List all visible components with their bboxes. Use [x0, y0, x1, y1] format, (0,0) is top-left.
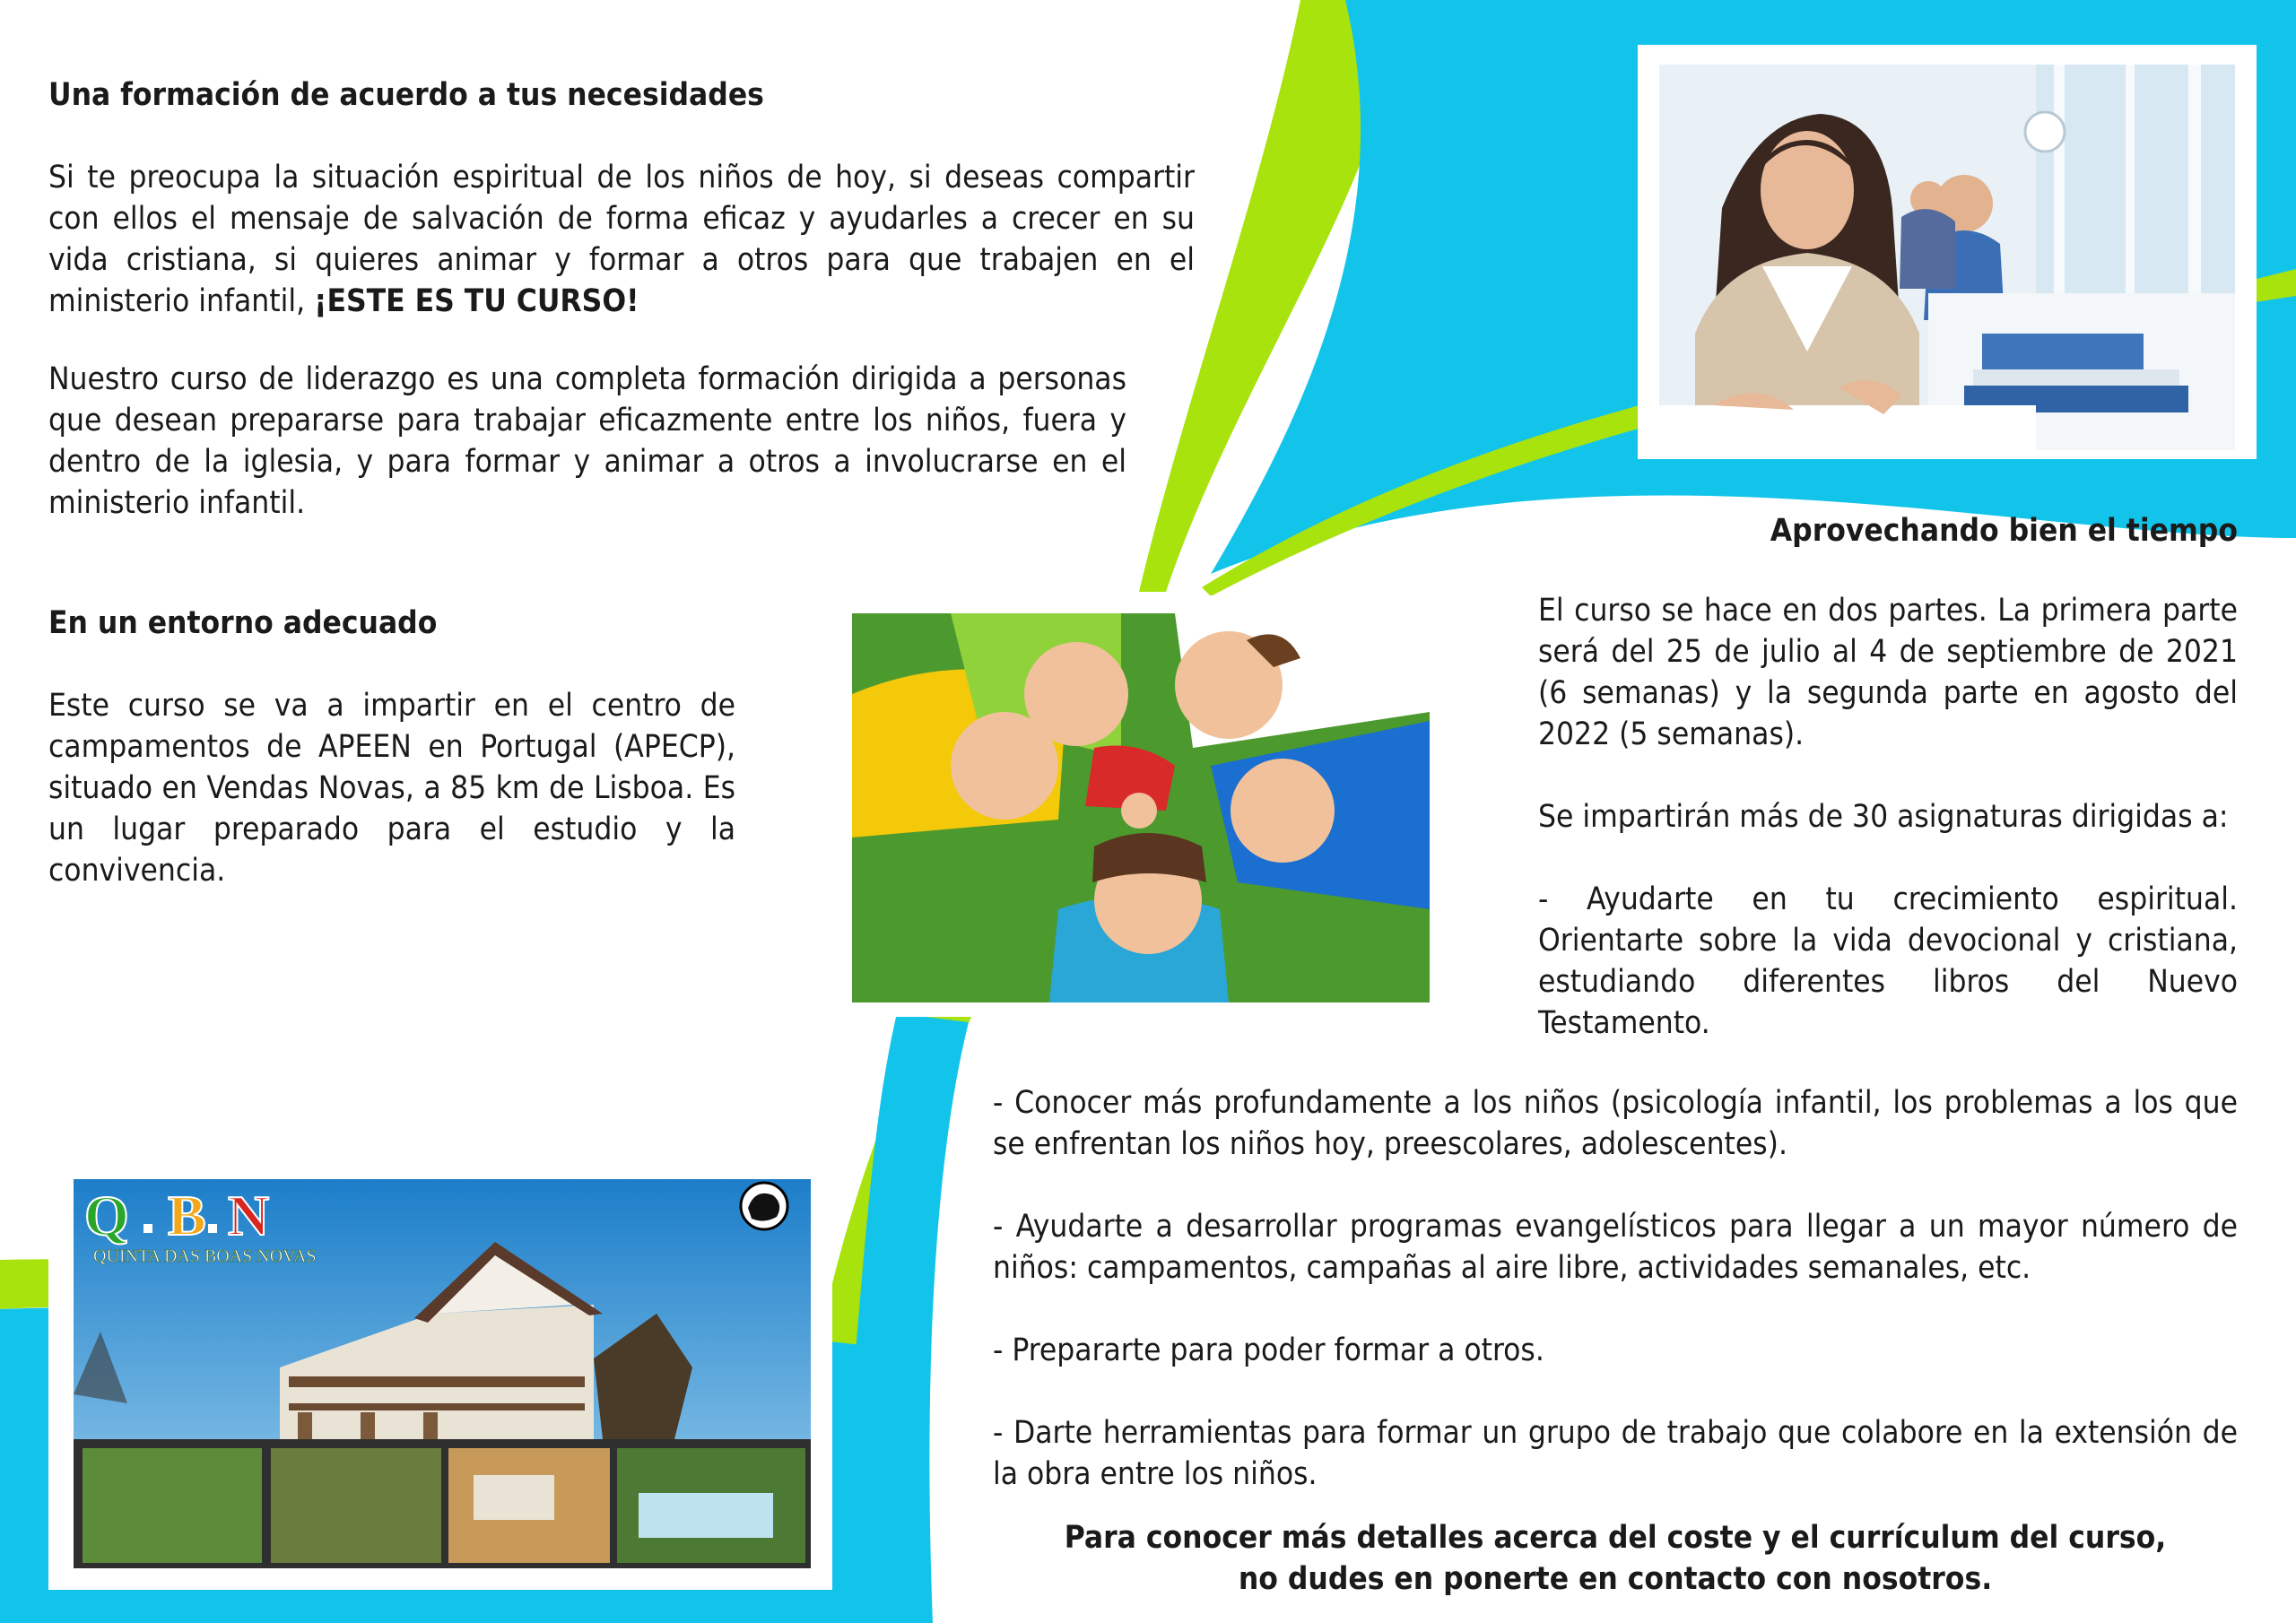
photo-camp-qbn — [48, 1159, 832, 1590]
section-time-bullets — [993, 1082, 2238, 1495]
section-time-title: Aprovechando bien el tiempo — [1770, 513, 2238, 549]
section-environment-title: En un entorno adecuado — [48, 605, 438, 641]
section-intro-title: Una formación de acuerdo a tus necesidades — [48, 77, 764, 113]
section-intro — [48, 74, 1195, 363]
intro-highlight: ¡ESTE ES TU CURSO! — [314, 283, 639, 319]
bullet-spiritual-growth: - Ayudarte en tu crecimiento espiritual. Orientarte sobre la vida devocional y cristiana, estudiando diferentes libros del Nuevo Testamento. — [1538, 881, 2238, 1041]
bullet-evangelistic-programs: - Ayudarte a desarrollar programas evangelísticos para llegar a un mayor número de niños: campamentos, campañas al aire libre, actividades semanales, etc. — [993, 1209, 2238, 1286]
section-intro-paragraph-1 — [48, 157, 1195, 322]
qbn-logo-letter-q: Q — [84, 1184, 129, 1247]
section-intro-paragraph-2: Nuestro curso de liderazgo es una completa formación dirigida a personas que desean prepararse para trabajar eficazmente entre los niños, fuera y dentro de la iglesia, y para formar y animar a otros a involucrarse en el ministerio infantil. — [48, 361, 1126, 521]
qbn-logo-subtitle: QUINTA DAS BOAS NOVAS — [93, 1246, 317, 1266]
footer-line-1: Para conocer más detalles acerca del coste y el currículum del curso, — [1064, 1520, 2167, 1556]
bullet-team-tools: - Darte herramientas para formar un grupo de trabajo que colabore en la extensión de la obra entre los niños. — [993, 1415, 2238, 1492]
footer-line-2: no dudes en ponerte en contacto con nosotros. — [1238, 1561, 1993, 1597]
bullet-train-others: - Prepararte para poder formar a otros. — [993, 1332, 1544, 1368]
intro-paragraph-text: Si te preocupa la situación espiritual de los niños de hoy, si deseas compartir con ellos el mensaje de salvación de forma eficaz y ayudarles a crecer en su vida cristiana, si quieres animar y formar a otros para que trabajen en el ministerio infantil, — [48, 160, 1195, 319]
footer-contact — [993, 1517, 2238, 1600]
qbn-logo-letter-b: B — [168, 1184, 206, 1247]
section-time-paragraph-1: El curso se hace en dos partes. La primera parte será del 25 de julio al 4 de septiembre de 2021 (6 semanas) y la segunda parte en agosto del 2022 (5 semanas). — [1538, 593, 2238, 752]
qbn-logo-letter-n: N — [228, 1184, 270, 1247]
section-environment — [48, 603, 735, 891]
section-time — [1538, 590, 2238, 1044]
section-time-paragraph-2: Se impartirán más de 30 asignaturas dirigidas a: — [1538, 799, 2229, 835]
bullet-know-children: - Conocer más profundamente a los niños (psicología infantil, los problemas a los que se enfrentan los niños hoy, preescolares, adolescentes). — [993, 1085, 2238, 1162]
photo-student-studying — [1638, 45, 2257, 459]
photo-children-circle — [834, 595, 1455, 1017]
section-environment-paragraph: Este curso se va a impartir en el centro de campamentos de APEEN en Portugal (APECP), situado en Vendas Novas, a 85 km de Lisboa. Es un lugar preparado para el estudio y la convivencia. — [48, 688, 735, 889]
